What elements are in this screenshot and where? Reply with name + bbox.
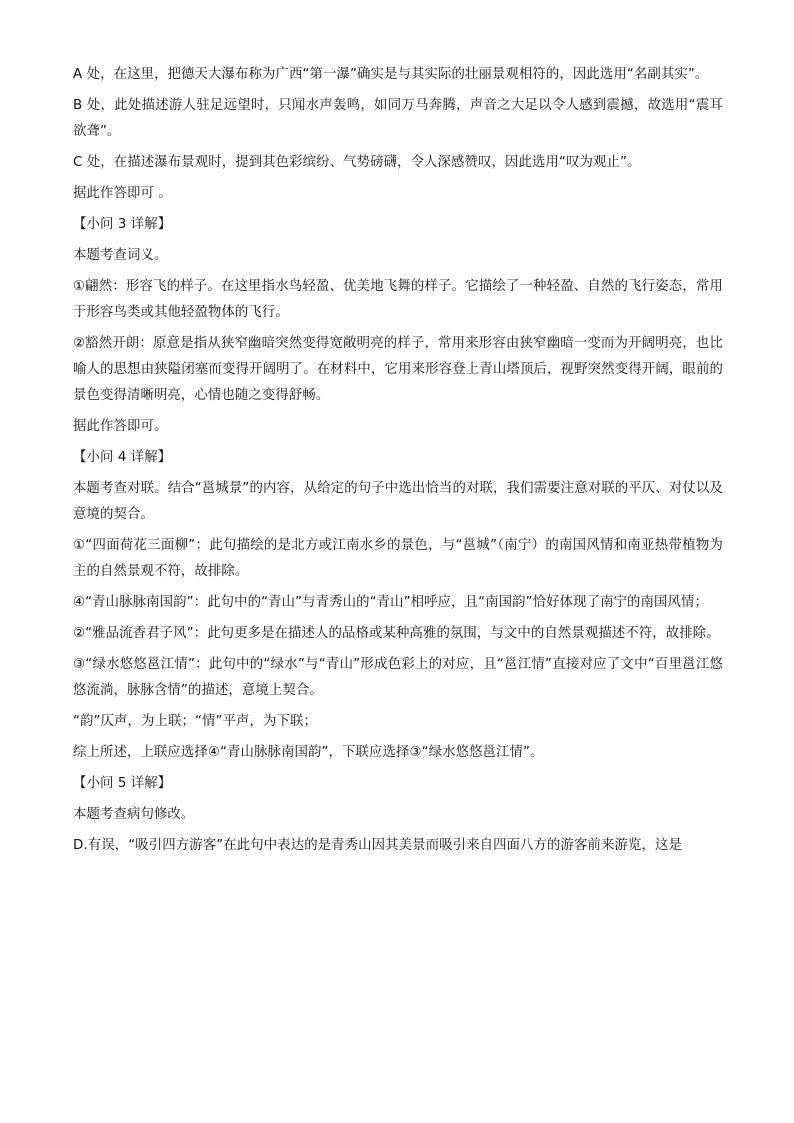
paragraph-q3-item-2: ②豁然开朗：原意是指从狭窄幽暗突然变得宽敞明亮的样子，常用来形容由狭窄幽暗一变而为开阔明亮，也比喻人的思想由狭隘闭塞而变得开阔明了。在材料中，它用来形容登上青山塔顶后，视野突然变得开阔，眼前的景色变得清晰明亮，心情也随之变得舒畅。 xyxy=(73,336,723,403)
paragraph-a-explanation: A 处，在这里，把德天大瀑布称为广西“第一瀑”确实是与其实际的壮丽景观相符的，因此选用“名副其实”。 xyxy=(73,67,709,82)
paragraph-q4-topic: 本题考查对联。结合“邕城景”的内容，从给定的句子中选出恰当的对联，我们需要注意对联的平仄、对仗以及意境的契合。 xyxy=(73,481,723,522)
paragraph-q4-option-2: ②“雅品流香君子风”：此句更多是在描述人的品格或某种高雅的氛围，与文中的自然景观描述不符，故排除。 xyxy=(73,626,720,641)
paragraph-q3-topic: 本题考查词义。 xyxy=(73,248,168,263)
answer-explanation-body xyxy=(73,62,723,864)
paragraph-q4-summary: 综上所述，上联应选择④“青山脉脉南国韵”，下联应选择③“绿水悠悠邕江情”。 xyxy=(73,745,544,760)
section-heading-q4: 【小问 4 详解】 xyxy=(73,450,172,465)
section-heading-q5: 【小问 5 详解】 xyxy=(73,776,172,791)
paragraph-conclusion-3: 据此作答即可。 xyxy=(73,419,168,434)
paragraph-q4-option-3: ③“绿水悠悠邕江情”：此句中的“绿水”与“青山”形成色彩上的对应，且“邕江情”直接对应了文中“百里邕江悠悠流淌，脉脉含情”的描述，意境上契合。 xyxy=(73,657,723,698)
paragraph-q4-option-4: ④“青山脉脉南国韵”：此句中的“青山”与青秀山的“青山”相呼应，且“南国韵”恰好体现了南宁的南国风情； xyxy=(73,595,709,610)
section-heading-q3: 【小问 3 详解】 xyxy=(73,217,172,232)
paragraph-b-explanation: B 处，此处描述游人驻足远望时，只闻水声轰鸣，如同万马奔腾，声音之大足以令人感到震撼，故选用“震耳欲聋”。 xyxy=(73,98,723,139)
paragraph-c-explanation: C 处，在描述瀑布景观时，提到其色彩缤纷、气势磅礴，令人深感赞叹，因此选用“叹为观止”。 xyxy=(73,155,641,170)
paragraph-conclusion-2: 据此作答即可 。 xyxy=(73,186,172,201)
paragraph-q4-option-1: ①“四面荷花三面柳”：此句描绘的是北方或江南水乡的景色，与“邕城”（南宁）的南国风情和南亚热带植物为主的自然景观不符，故排除。 xyxy=(73,538,723,579)
paragraph-q3-item-1: ①翩然：形容飞的样子。在这里指水鸟轻盈、优美地飞舞的样子。它描绘了一种轻盈、自然的飞行姿态，常用于形容鸟类或其他轻盈物体的飞行。 xyxy=(73,279,723,320)
paragraph-q4-tones: “韵”仄声，为上联；“情”平声，为下联； xyxy=(73,714,317,729)
paragraph-q5-topic: 本题考查病句修改。 xyxy=(73,807,195,822)
paragraph-q5-option-d: D.有误，“吸引四方游客”在此句中表达的是青秀山因其美景而吸引来自四面八方的游客前来游览，这是 xyxy=(73,838,682,853)
